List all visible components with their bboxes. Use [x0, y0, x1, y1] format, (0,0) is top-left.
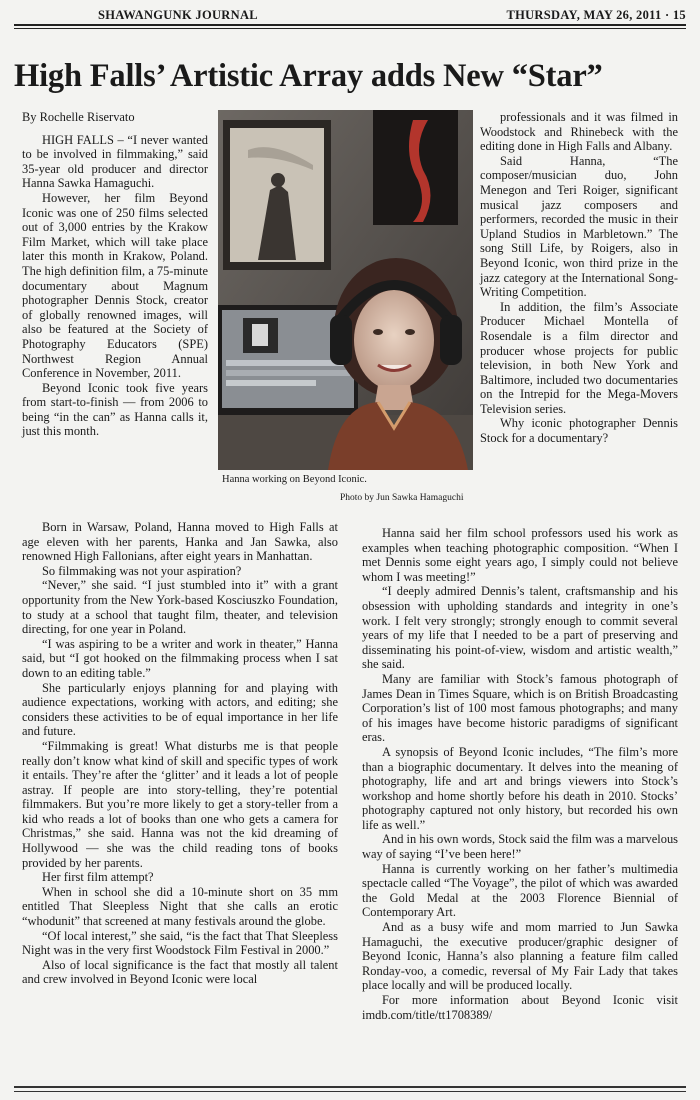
article-paragraph: However, her film Beyond Iconic was one of 250 films selected out of 3,000 entries by the Krakow Film Market, which will take place later this month in Krakow, Poland. The high definition film, a 75-minute documentary about Magnum photographer Dennis Stock, creator of globally renowned images, will also be featured at the Society of Photography Educators (SPE) Northwest Region Annual Conference in November, 2011. — [22, 190, 208, 381]
article-paragraph: Why iconic photographer Dennis Stock for a documentary? — [480, 416, 678, 446]
bottom-rule-thin — [14, 1091, 686, 1092]
article-paragraph: HIGH FALLS – “I never wanted to be involved in filmmaking,” said 35-year old producer and director Hanna Sawka Hamaguchi. — [22, 132, 208, 191]
article-paragraph: “Of local interest,” she said, “is the fact that That Sleepless Night was in the very first Woodstock Film Festival in 2000.” — [22, 928, 338, 958]
byline: By Rochelle Riservato — [22, 110, 135, 124]
issue-date-page: THURSDAY, MAY 26, 2011 · 15 — [506, 8, 686, 22]
top-rule — [14, 24, 686, 26]
article-paragraph: professionals and it was filmed in Woodstock and Rhinebeck with the editing done in High Falls and Albany. — [480, 110, 678, 154]
article-paragraph: Many are familiar with Stock’s famous photograph of James Dean in Times Square, which is on British Broadcasting Corporation’s list of 100 most famous photographs; and many of his images have become historic paradigms of significant eras. — [362, 671, 678, 745]
article-headline: High Falls’ Artistic Array adds New “Star” — [14, 58, 603, 94]
article-paragraph: Hanna said her film school professors used his work as examples when teaching photographic composition. “When I met Dennis some eight years ago, I simply could not believe whom I was meeting!” — [362, 526, 678, 584]
article-paragraph: Beyond Iconic took five years from start-to-finish — from 2006 to being “in the can” as Hanna calls it, just this month. — [22, 380, 208, 439]
photo-caption: Hanna working on Beyond Iconic. — [222, 474, 367, 485]
article-paragraph: “Never,” she said. “I just stumbled into it” with a grant opportunity from the New York-based Kosciuszko Foundation, to study at a school that taught film, theater, and television directing, for one year in Poland. — [22, 578, 338, 637]
article-paragraph: Her first film attempt? — [42, 870, 154, 885]
article-paragraph: Born in Warsaw, Poland, Hanna moved to High Falls at age eleven with her parents, Hanka and Jan Sawka, also renowned High Fallonians, after eight years in Manhattan. — [22, 520, 338, 564]
masthead — [14, 6, 686, 22]
article-paragraph: Said Hanna, “The composer/musician duo, John Menegon and Teri Roiger, significant musical jazz composers and performers, recorded the music in their Upland Studios in Marbletown.” The song Still Life, by Roigers, also in Beyond Iconic, won third prize in the jazz category at the International Song-Writing Competition. — [480, 153, 678, 300]
article-paragraph: And in his own words, Stock said the film was a marvelous way of saying “I’ve been here!” — [362, 832, 678, 862]
article-paragraph: So filmmaking was not your aspiration? — [42, 563, 242, 578]
article-paragraph: In addition, the film’s Associate Producer Michael Montella of Rosendale is a film director and producer whose projects for public television, in both New York and Baltimore, included two documentaries on the Intrepid for the Mega-Movers Television series. — [480, 299, 678, 416]
article-paragraph: “I was aspiring to be a writer and work in theater,” Hanna said, but “I got hooked on the filmmaking process when I sat down to an editing table.” — [22, 636, 338, 680]
article-paragraph: A synopsis of Beyond Iconic includes, “The film’s more than a biographic documentary. It delves into the meaning of photography, life and art and brings viewers into Stock’s workshop and home shortly before his death in 2010. Stocks’ photography captured not only history, but recorded his own life as well.” — [362, 744, 678, 832]
article-paragraph: She particularly enjoys planning for and playing with audience expectations, working with actors, and editing; she considers these activities to be of equal importance in her life and future. — [22, 680, 338, 739]
article-column-right-bottom — [362, 526, 678, 1022]
article-photo — [218, 110, 473, 470]
article-paragraph: “I deeply admired Dennis’s talent, craftsmanship and his obsession with upholding standards and integrity in one’s work. I felt very strongly; strongly enough to commit several years of my life that I needed to be a part of preserving and disseminating his point-of-view, wisdom and artistic wealth,” she said. — [362, 584, 678, 672]
article-column-right-top — [480, 110, 678, 446]
article-paragraph: When in school she did a 10-minute short on 35 mm entitled That Sleepless Night that she calls an erotic “whodunit” that screened at many festivals around the globe. — [22, 884, 338, 929]
col1-paragraphs — [22, 133, 208, 439]
article-paragraph: For more information about Beyond Iconic visit imdb.com/title/tt1708389/ — [362, 993, 678, 1022]
article-column-wide — [22, 520, 338, 987]
article-paragraph: “Filmmaking is great! What disturbs me is that people really don’t know what kind of skill and specific types of work it entails. They’re after the ‘glitter’ and it leads a lot of people astray. If people are into story-telling, they’re potential filmmakers. But you’re more likely to get a story-teller from a kid who reads a lot of books than one who gets a camera for Christmas,” she said. Hanna was not the kid dreaming of Hollywood — she was the child reading tons of books provided by her parents. — [22, 738, 338, 870]
photo-credit: Photo by Jun Sawka Hamaguchi — [340, 493, 464, 503]
bottom-rule — [14, 1086, 686, 1088]
publication-name: SHAWANGUNK JOURNAL — [98, 8, 258, 22]
article-paragraph: And as a busy wife and mom married to Jun Sawka Hamaguchi, the executive producer/graphic designer of Beyond Iconic, Hanna’s also planning a feature film called Ronday-voo, a comedic, reversal of My Fair Lady that takes place locally and will be produced locally. — [362, 920, 678, 993]
article-paragraph: Hanna is currently working on her father’s multimedia spectacle called “The Voyage”, the pilot of which was awarded the Gold Medal at the 2003 Florence Biennial of Contemporary Art. — [362, 861, 678, 920]
top-rule-thin — [14, 28, 686, 29]
article-column-left — [22, 110, 208, 439]
photo-hanna-at-editing-station — [218, 110, 473, 470]
article-paragraph: Also of local significance is the fact that mostly all talent and crew involved in Beyond Iconic were local — [22, 957, 338, 987]
